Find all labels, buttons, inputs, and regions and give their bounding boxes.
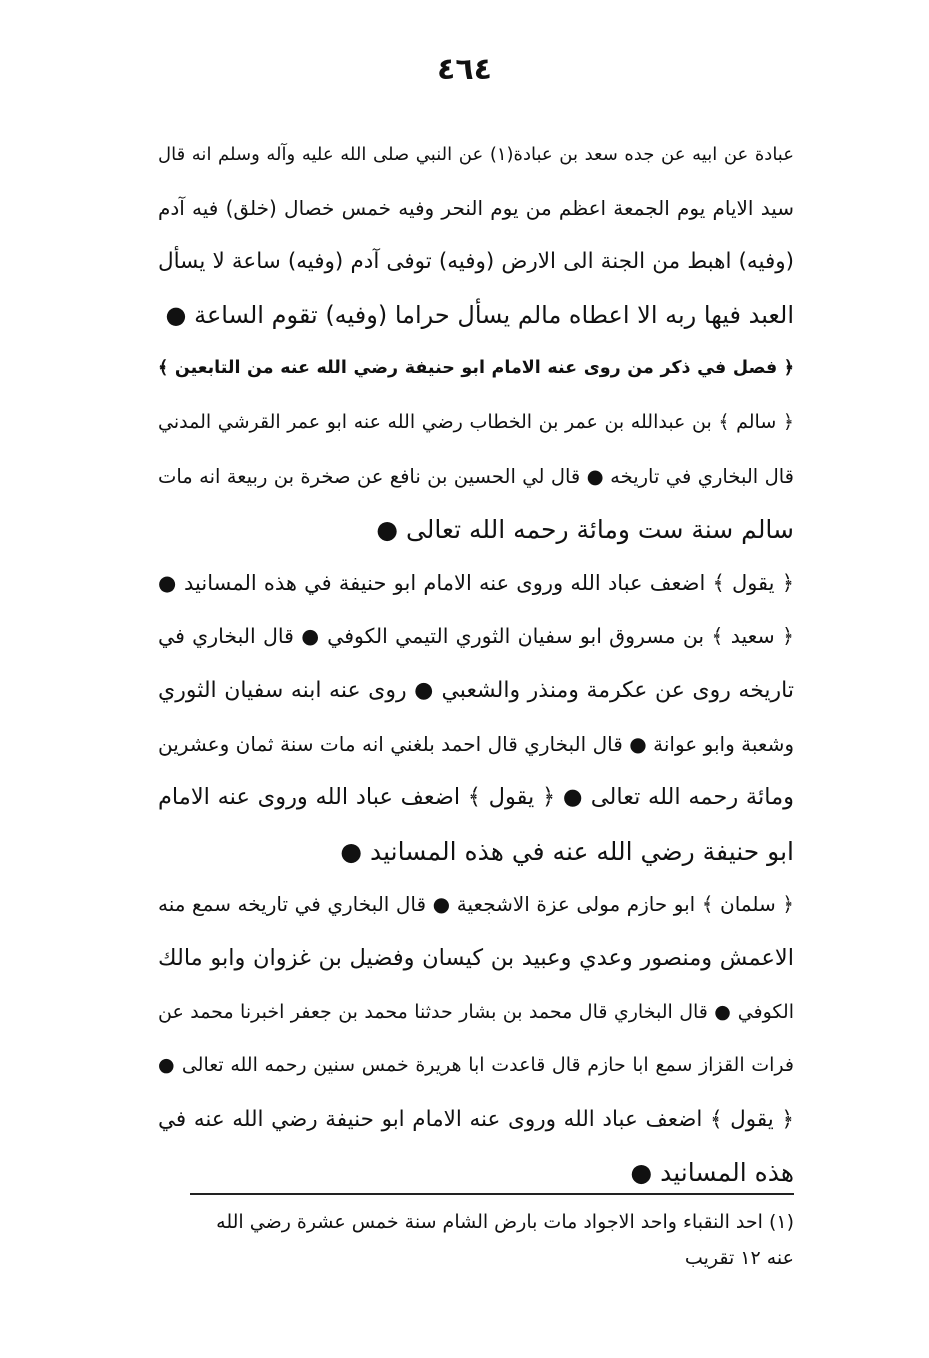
text-line: تاريخه روى عن عكرمة ومنذر والشعبي ● روى عنه ابنه سفيان الثوري: [158, 677, 794, 703]
footnote: [190, 1204, 794, 1276]
text-line: الاعمش ومنصور وعدي وعبيد بن كيسان وفضيل بن غزوان وابو مالك: [158, 944, 794, 971]
text-line: سالم سنة ست ومائة رحمه الله تعالى ●: [376, 515, 794, 545]
text-line: سيد الايام يوم الجمعة اعظم من يوم النحر وفيه خمس خصال (خلق) فيه آدم: [158, 195, 794, 220]
footnote-line: عنه ۱۲ تقريب: [684, 1247, 794, 1269]
text-line: ﴿ سلمان ﴾ ابو حازم مولى عزة الاشجعية ● قال البخاري في تاريخه سمع منه: [158, 892, 794, 917]
text-line: هذه المسانيد ●: [630, 1158, 794, 1188]
main-text: [158, 128, 794, 1200]
text-line: (وفيه) اهبط من الجنة الى الارض (وفيه) توفى آدم (وفيه) ساعة لا يسأل: [158, 249, 794, 275]
footnote-line: (۱) احد النقباء واحد الاجواد مات بارض الشام سنة خمس عشرة رضي الله: [216, 1211, 794, 1233]
text-line: ﴿ يقول ﴾ اضعف عباد الله وروى عنه الامام ابو حنيفة في هذه المسانيد ●: [158, 570, 794, 595]
text-line: عبادة عن ابيه عن جده سعد بن عبادة(۱) عن النبي صلى الله عليه وآله وسلم انه قال: [158, 144, 794, 165]
text-line: ﴿ سالم ﴾ بن عبدالله بن عمر بن الخطاب رضي الله عنه ابو عمر القرشي المدني: [158, 410, 794, 433]
text-line: فرات القزاز سمع ابا حازم قال قاعدت ابا هريرة خمس سنين رحمه الله تعالى ●: [158, 1054, 794, 1077]
text-line: قال البخاري في تاريخه ● قال لي الحسين بن نافع عن صخرة بن ربيعة انه مات: [158, 464, 794, 488]
text-line: ﴿ يقول ﴾ اضعف عباد الله وروى عنه الامام ابو حنيفة رضي الله عنه في: [158, 1106, 794, 1132]
text-line: ﴿ سعيد ﴾ بن مسروق ابو سفيان الثوري التيمي الكوفي ● قال البخاري في: [158, 624, 794, 649]
text-line: ابو حنيفة رضي الله عنه في هذه المسانيد ●: [340, 836, 794, 866]
footnote-divider: [190, 1193, 794, 1195]
section-heading: ﴿ فصل في ذكر من روى عنه الامام ابو حنيفة رضي الله عنه من التابعين ﴾: [158, 358, 794, 379]
text-line: وشعبة وابو عوانة ● قال البخاري قال احمد بلغني انه مات سنة ثمان وعشرين: [158, 731, 794, 756]
text-line: العبد فيها ربه الا اعطاه مالم يسأل حراما (وفيه) تقوم الساعة ●: [165, 300, 794, 329]
page-number: ٤٦٤: [437, 52, 492, 87]
text-line: الكوفي ● قال البخاري قال محمد بن بشار حدثنا محمد بن جعفر اخبرنا محمد عن: [158, 1000, 794, 1023]
text-line: ومائة رحمه الله تعالى ● ﴿ يقول ﴾ اضعف عباد الله وروى عنه الامام: [158, 784, 794, 811]
